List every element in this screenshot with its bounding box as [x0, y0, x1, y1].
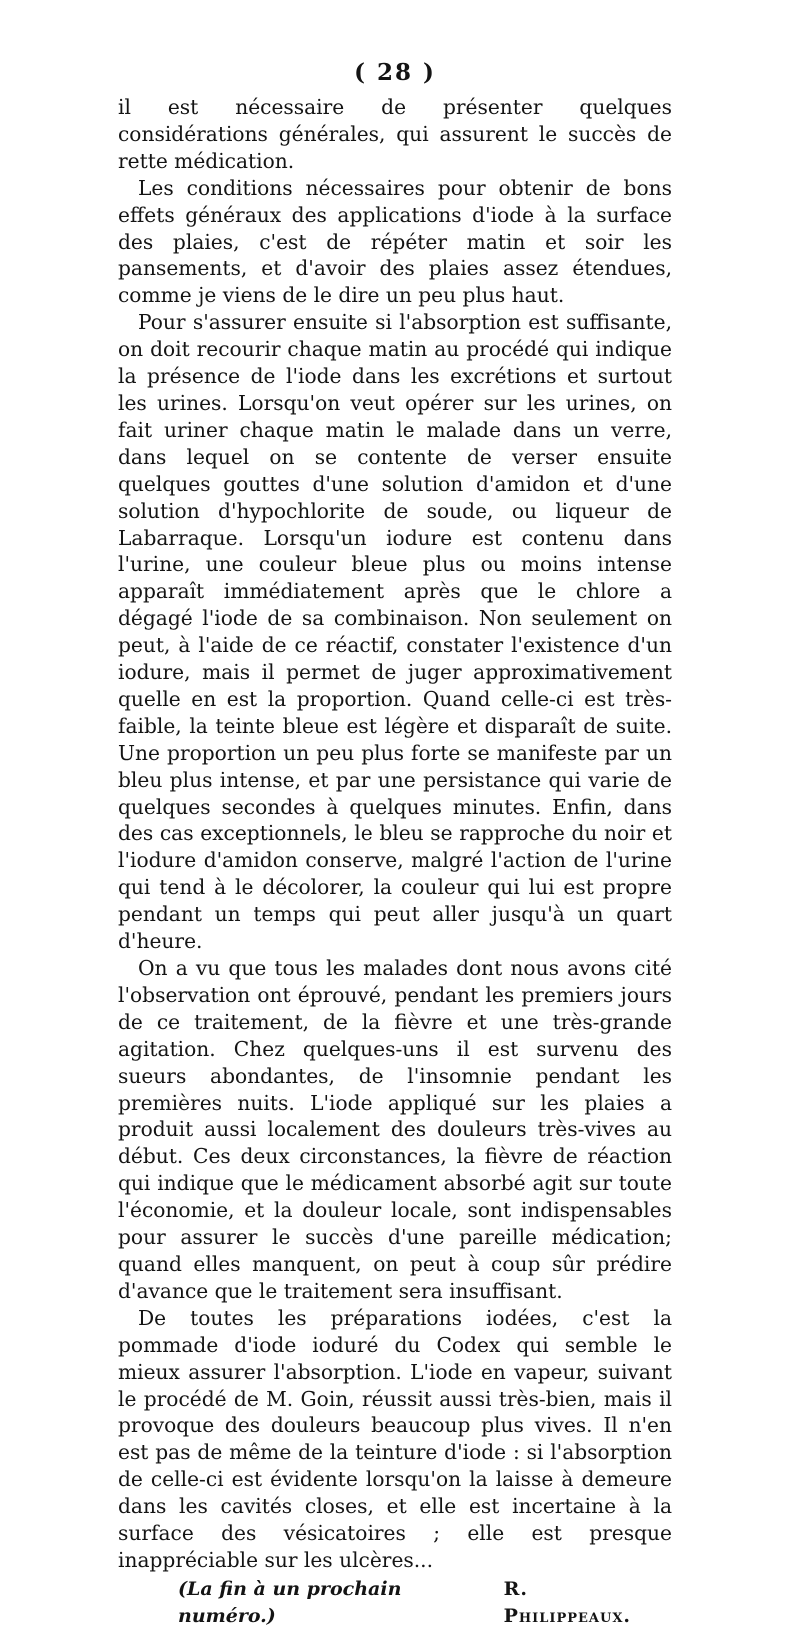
page-number: ( 28 ) [354, 59, 436, 86]
paragraph-conditions: Les conditions nécessaires pour obtenir de bons effets généraux des applications d'iode à la surface des plaies, c'est de répéter matin et soir les pansements, et d'avoir des plaies assez étendues, comme je viens de le dire un peu plus haut. [118, 175, 672, 308]
continuation-note: (La fin à un prochain numéro.) [178, 1577, 402, 1627]
paragraph-continuation: il est nécessaire de présenter quelques considérations générales, qui assurent le succès de rette médication. [118, 95, 672, 173]
author-signature: R. Philippeaux. [503, 1577, 632, 1627]
paragraph-preparations: De toutes les préparations iodées, c'est la pommade d'iode ioduré du Codex qui semble le mieux assurer l'absorption. L'iode en vapeur, suivant le procédé de M. Goin, réussit aussi très-bien, mais il provoque des douleurs beaucoup plus vives. Il n'en est pas de même de la teinture d'iode : si l'absorption de celle-ci est évidente lorsqu'on la laisse à demeure dans les cavités closes, et elle est incertaine à la surface des vésicatoires ; elle est presque inappréciable sur les ulcères... [118, 1305, 672, 1572]
paragraph-absorption-test: Pour s'assurer ensuite si l'absorption est suffisante, on doit recourir chaque matin au procédé qui indique la présence de l'iode dans les excrétions et surtout les urines. Lorsqu'on veut opérer sur les urines, on fait uriner chaque matin le malade dans un verre, dans lequel on se contente de verser ensuite quelques gouttes d'une solution d'amidon et d'une solution d'hypochlorite de soude, ou liqueur de Labarraque. Lorsqu'un iodure est contenu dans l'urine, une couleur bleue plus ou moins intense apparaît immédiatement après que le chlore a dégagé l'iode de sa combinaison. Non seulement on peut, à l'aide de ce réactif, constater l'existence d'un iodure, mais il permet de juger approximativement quelle en est la proportion. Quand celle-ci est très-faible, la teinte bleue est légère et disparaît de suite. Une proportion un peu plus forte se manifeste par un bleu plus intense, et par une persistance qui varie de quelques secondes à quelques minutes. Enfin, dans des cas exceptionnels, le bleu se rapproche du noir et l'iodure d'amidon conserve, malgré l'action de l'urine qui tend à le décolorer, la couleur qui lui est propre pendant un temps qui peut aller jusqu'à un quart d'heure. [118, 310, 672, 954]
body-text [118, 94, 672, 1574]
paragraph-fever-observation: On a vu que tous les malades dont nous avons cité l'observation ont éprouvé, pendant les premiers jours de ce traitement, de la fièvre et une très-grande agitation. Chez quelques-uns il est survenu des sueurs abondantes, de l'insomnie pendant les premières nuits. L'iode appliqué sur les plaies a produit aussi localement des douleurs très-vives au début. Ces deux circonstances, la fièvre de réaction qui indique que le médicament absorbé agit sur toute l'économie, et la douleur locale, sont indispensables pour assurer le succès d'une pareille médication; quand elles manquent, on peut à coup sûr prédire d'avance que le traitement sera insuffisant. [118, 956, 672, 1303]
article-footer [118, 1576, 672, 1630]
